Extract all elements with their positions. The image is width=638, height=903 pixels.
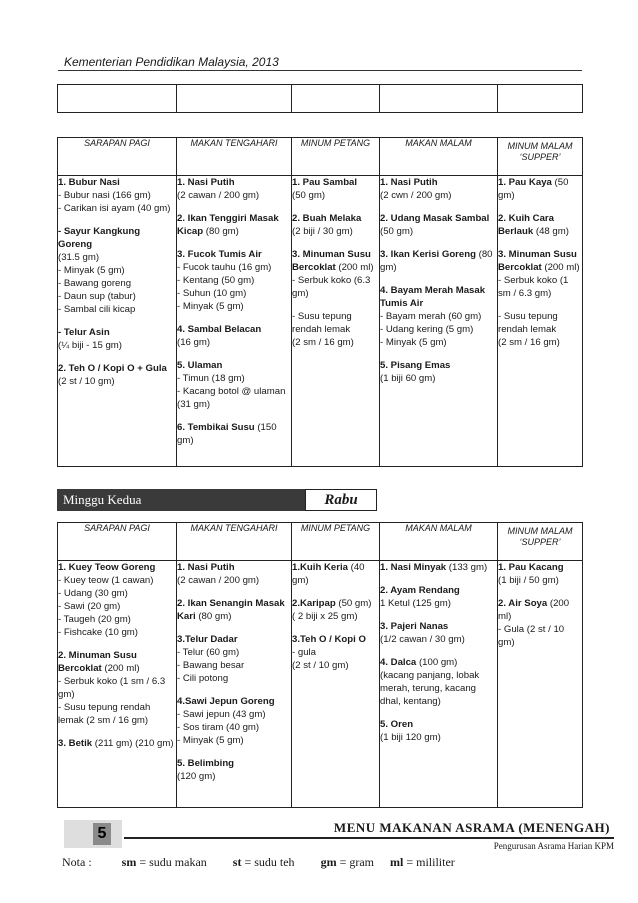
menu-item-detail: - Minyak (5 gm) xyxy=(58,265,125,276)
menu-item xyxy=(292,176,379,202)
menu-item-detail: - Bayam merah (60 gm) xyxy=(380,311,482,322)
col-header-supper: MINUM MALAM ‘SUPPER’ xyxy=(498,523,583,561)
menu-table-week2 xyxy=(57,522,583,808)
menu-item-portion: (48 gm) xyxy=(533,226,569,237)
menu-item xyxy=(292,561,379,587)
menu-item-detail: ( 2 biji x 25 gm) xyxy=(292,611,358,622)
menu-item xyxy=(498,310,582,349)
menu-item-title: 2. Air Soya xyxy=(498,598,548,609)
menu-item-detail: - Serbuk koko (6.3 gm) xyxy=(292,275,371,299)
empty-top-table xyxy=(57,84,583,113)
menu-item-detail: - Kentang (50 gm) xyxy=(177,275,255,286)
menu-item-title: - Telur Asin xyxy=(58,327,110,338)
menu-item-detail: (2 sm / 16 gm) xyxy=(498,337,560,348)
menu-item xyxy=(380,561,497,574)
menu-item-detail: - Sawi (20 gm) xyxy=(58,601,121,612)
menu-item-portion: (211 gm) (210 gm) xyxy=(92,738,174,749)
legend-text: = sudu makan xyxy=(136,855,207,869)
menu-item xyxy=(292,310,379,349)
menu-item-detail: - Taugeh (20 gm) xyxy=(58,614,131,625)
column-header-row xyxy=(58,138,583,176)
legend-abbr: ml xyxy=(390,855,404,869)
menu-item xyxy=(498,561,582,587)
menu-table-week1 xyxy=(57,137,583,467)
menu-item-title: 4. Bayam Merah Masak Tumis Air xyxy=(380,285,486,309)
menu-item-title: 3. Betik xyxy=(58,738,93,749)
menu-item-detail: (2 biji / 30 gm) xyxy=(292,226,353,237)
menu-item xyxy=(177,176,291,202)
cell-petang xyxy=(292,561,380,808)
menu-item-detail: (1 biji / 50 gm) xyxy=(498,575,559,586)
menu-item-title: - Sayur Kangkung Goreng xyxy=(58,226,141,250)
menu-item-title: 1. Nasi Putih xyxy=(177,562,235,573)
menu-item-title: 3. Ikan Kerisi Goreng xyxy=(380,249,476,260)
menu-item xyxy=(58,649,176,727)
col-header-supper: MINUM MALAM ‘SUPPER’ xyxy=(498,138,583,176)
menu-item-title: 1. Pau Kaya xyxy=(498,177,552,188)
menu-item-detail: - Minyak (5 gm) xyxy=(380,337,447,348)
legend-abbr: st xyxy=(232,855,242,869)
footer-rule xyxy=(124,837,614,839)
menu-item-portion: (50 gm) xyxy=(335,598,372,609)
menu-item-portion: (100 gm) xyxy=(416,657,458,668)
col-header-sarapan: SARAPAN PAGI xyxy=(58,138,177,176)
menu-row xyxy=(58,176,583,467)
menu-item xyxy=(380,359,497,385)
menu-item-title: 5. Pisang Emas xyxy=(380,360,451,371)
document-header-title: Kementerian Pendidikan Malaysia, 2013 xyxy=(64,55,279,69)
menu-item xyxy=(177,757,291,783)
menu-item-title: 1. Nasi Minyak xyxy=(380,562,447,573)
menu-item-title: 2. Ikan Senangin Masak Kari xyxy=(177,598,285,622)
menu-item xyxy=(380,176,497,202)
header-rule xyxy=(58,70,582,71)
menu-item-detail: - Fishcake (10 gm) xyxy=(58,627,138,638)
menu-item xyxy=(58,561,176,639)
menu-item xyxy=(58,362,176,388)
menu-item-title: 4. Dalca xyxy=(380,657,417,668)
menu-item xyxy=(292,597,379,623)
menu-item-detail: - Bawang goreng xyxy=(58,278,132,289)
week-label: Minggu Kedua xyxy=(57,489,305,511)
menu-item-title: 1.Kuih Keria xyxy=(292,562,348,573)
menu-item-title: 2. Udang Masak Sambal xyxy=(380,213,490,224)
menu-item xyxy=(380,718,497,744)
menu-item xyxy=(498,248,582,300)
menu-item-detail: (50 gm) xyxy=(292,190,326,201)
menu-item-detail: - Carikan isi ayam (40 gm) xyxy=(58,203,171,214)
menu-item xyxy=(58,737,176,750)
cell-tengahari xyxy=(177,176,292,467)
menu-item-detail: (2 cawan / 200 gm) xyxy=(177,190,260,201)
menu-item-title: 3.Teh O / Kopi O xyxy=(292,634,366,645)
col-header-petang: MINUM PETANG xyxy=(292,523,380,561)
menu-item-detail: - Udang (30 gm) xyxy=(58,588,128,599)
menu-item-detail: 1 Ketul (125 gm) xyxy=(380,598,451,609)
menu-item-detail: - Susu tepung rendah lemak (2 sm / 16 gm) xyxy=(58,702,151,726)
menu-item-detail: - Kuey teow (1 cawan) xyxy=(58,575,154,586)
menu-item-portion: (80 gm) xyxy=(195,611,232,622)
menu-item xyxy=(380,620,497,646)
menu-item-detail: (16 gm) xyxy=(177,337,211,348)
menu-item-title: 1. Bubur Nasi xyxy=(58,177,120,188)
menu-item-detail: - Telur (60 gm) xyxy=(177,647,240,658)
legend-text: = gram xyxy=(336,855,374,869)
menu-item xyxy=(292,212,379,238)
menu-item-detail: (2 sm / 16 gm) xyxy=(292,337,354,348)
menu-item-detail: (2 cwn / 200 gm) xyxy=(380,190,452,201)
legend-note xyxy=(62,855,455,870)
menu-item xyxy=(177,633,291,685)
menu-item xyxy=(498,597,582,649)
menu-item-detail: - Timun (18 gm) xyxy=(177,373,245,384)
menu-item-title: 2. Buah Melaka xyxy=(292,213,362,224)
menu-item xyxy=(177,323,291,349)
menu-item-detail: - Bubur nasi (166 gm) xyxy=(58,190,151,201)
page-number-badge xyxy=(64,820,122,848)
menu-item-title: 2. Kuih Cara Berlauk xyxy=(498,213,554,237)
menu-item-detail: (2 st / 10 gm) xyxy=(58,376,115,387)
menu-item-detail: - Udang kering (5 gm) xyxy=(380,324,474,335)
menu-item xyxy=(177,695,291,747)
menu-row xyxy=(58,561,583,808)
menu-item-detail: - Fucok tauhu (16 gm) xyxy=(177,262,272,273)
footer-subtitle: Pengurusan Asrama Harian KPM xyxy=(493,841,614,851)
menu-item xyxy=(58,326,176,352)
menu-item-detail: - Kacang botol @ ulaman (31 gm) xyxy=(177,386,286,410)
menu-item-title: 6. Tembikai Susu xyxy=(177,422,255,433)
menu-item-portion: (80 gm) xyxy=(380,249,493,273)
col-header-petang: MINUM PETANG xyxy=(292,138,380,176)
menu-item-portion: (50 gm) xyxy=(498,177,569,201)
menu-item-detail: (¼ biji - 15 gm) xyxy=(58,340,122,351)
col-header-tengahari: MAKAN TENGAHARI xyxy=(177,138,292,176)
cell-supper xyxy=(498,176,583,467)
menu-item xyxy=(177,212,291,238)
menu-item-detail: - Serbuk koko (1 sm / 6.3 gm) xyxy=(58,676,166,700)
menu-item-portion: (150 gm) xyxy=(177,422,277,446)
menu-item xyxy=(498,176,582,202)
col-header-malam: MAKAN MALAM xyxy=(380,523,498,561)
menu-item xyxy=(177,248,291,313)
menu-item-portion: (200 ml) xyxy=(541,262,580,273)
menu-item-detail: - Minyak (5 gm) xyxy=(177,735,244,746)
menu-item-title: 1. Nasi Putih xyxy=(380,177,438,188)
menu-item-title: 1. Pau Kacang xyxy=(498,562,564,573)
menu-item-detail: - Sawi jepun (43 gm) xyxy=(177,709,266,720)
menu-item xyxy=(177,359,291,411)
menu-item-detail: (kacang panjang, lobak merah, terung, kacang dhal, kentang) xyxy=(380,670,480,707)
menu-item-title: 2. Ayam Rendang xyxy=(380,585,460,596)
nota-label: Nota : xyxy=(62,855,92,869)
cell-sarapan xyxy=(58,176,177,467)
menu-item-title: 1. Nasi Putih xyxy=(177,177,235,188)
menu-item-title: 4.Sawi Jepun Goreng xyxy=(177,696,275,707)
menu-item-detail: - Cili potong xyxy=(177,673,229,684)
menu-item-detail: (1/2 cawan / 30 gm) xyxy=(380,634,465,645)
legend-text: = sudu teh xyxy=(241,855,295,869)
menu-item-detail: - Bawang besar xyxy=(177,660,245,671)
cell-petang xyxy=(292,176,380,467)
column-header-row xyxy=(58,523,583,561)
menu-item-detail: (120 gm) xyxy=(177,771,216,782)
menu-item-detail: (31.5 gm) xyxy=(58,252,100,263)
menu-item-detail: - Susu tepung rendah lemak xyxy=(498,311,558,335)
menu-item-portion: (200 ml) xyxy=(335,262,374,273)
menu-item-detail: (2 cawan / 200 gm) xyxy=(177,575,260,586)
legend-text: = mililiter xyxy=(403,855,455,869)
menu-item-detail: - Suhun (10 gm) xyxy=(177,288,247,299)
menu-item xyxy=(177,561,291,587)
cell-malam xyxy=(380,561,498,808)
menu-item-title: 2. Ikan Tenggiri Masak Kicap xyxy=(177,213,279,237)
menu-item-title: 2.Karipap xyxy=(292,598,336,609)
menu-item xyxy=(177,421,291,447)
legend-abbr: sm xyxy=(121,855,137,869)
menu-item-title: 3. Fucok Tumis Air xyxy=(177,249,262,260)
menu-item-title: 2. Teh O / Kopi O + Gula xyxy=(58,363,167,374)
menu-item xyxy=(292,248,379,300)
menu-item-title: 3.Telur Dadar xyxy=(177,634,238,645)
footer-title: MENU MAKANAN ASRAMA (MENENGAH) xyxy=(333,820,610,835)
menu-item-title: 5. Ulaman xyxy=(177,360,223,371)
menu-item-title: 5. Belimbing xyxy=(177,758,235,769)
menu-item-detail: - Serbuk koko (1 sm / 6.3 gm) xyxy=(498,275,569,299)
cell-tengahari xyxy=(177,561,292,808)
menu-item-portion: (80 gm) xyxy=(203,226,239,237)
menu-item-portion: (50 gm) xyxy=(380,226,414,237)
cell-sarapan xyxy=(58,561,177,808)
menu-item-title: 3. Pajeri Nanas xyxy=(380,621,449,632)
menu-item-portion: (40 gm) xyxy=(292,562,365,586)
menu-item-title: 3. Minuman Susu Bercoklat xyxy=(498,249,577,273)
menu-item-title: 1. Kuey Teow Goreng xyxy=(58,562,156,573)
menu-item-detail: - Gula (2 st / 10 gm) xyxy=(498,624,565,648)
menu-item-detail: (2 st / 10 gm) xyxy=(292,660,349,671)
menu-item-detail: - Sos tiram (40 gm) xyxy=(177,722,260,733)
legend-abbr: gm xyxy=(320,855,337,869)
col-header-malam: MAKAN MALAM xyxy=(380,138,498,176)
menu-item xyxy=(380,656,497,708)
menu-item-title: 5. Oren xyxy=(380,719,414,730)
menu-item-detail: - gula xyxy=(292,647,316,658)
menu-item xyxy=(380,284,497,349)
menu-item-detail: - Daun sup (tabur) xyxy=(58,291,136,302)
cell-malam xyxy=(380,176,498,467)
menu-item-title: 4. Sambal Belacan xyxy=(177,324,262,335)
menu-item xyxy=(58,225,176,316)
cell-supper xyxy=(498,561,583,808)
menu-item-detail: - Susu tepung rendah lemak xyxy=(292,311,352,335)
menu-item xyxy=(380,248,497,274)
menu-item-portion: (200 ml) xyxy=(101,663,140,674)
menu-item-detail: (1 biji 60 gm) xyxy=(380,373,436,384)
menu-item-portion: (200 ml) xyxy=(498,598,570,622)
menu-item xyxy=(58,176,176,215)
col-header-tengahari: MAKAN TENGAHARI xyxy=(177,523,292,561)
menu-item-detail: (1 biji 120 gm) xyxy=(380,732,441,743)
menu-item-portion: (133 gm) xyxy=(446,562,488,573)
col-header-sarapan: SARAPAN PAGI xyxy=(58,523,177,561)
menu-item xyxy=(177,597,291,623)
menu-item-title: 1. Pau Sambal xyxy=(292,177,358,188)
menu-item-title: 2. Minuman Susu Bercoklat xyxy=(58,650,137,674)
menu-item xyxy=(292,633,379,672)
page-number: 5 xyxy=(93,823,111,845)
menu-item-detail: - Sambal cili kicap xyxy=(58,304,136,315)
menu-item-title: 3. Minuman Susu Bercoklat xyxy=(292,249,371,273)
menu-item xyxy=(380,584,497,610)
day-label: Rabu xyxy=(305,489,377,511)
menu-item-detail: - Minyak (5 gm) xyxy=(177,301,244,312)
menu-item xyxy=(498,212,582,238)
menu-item xyxy=(380,212,497,238)
